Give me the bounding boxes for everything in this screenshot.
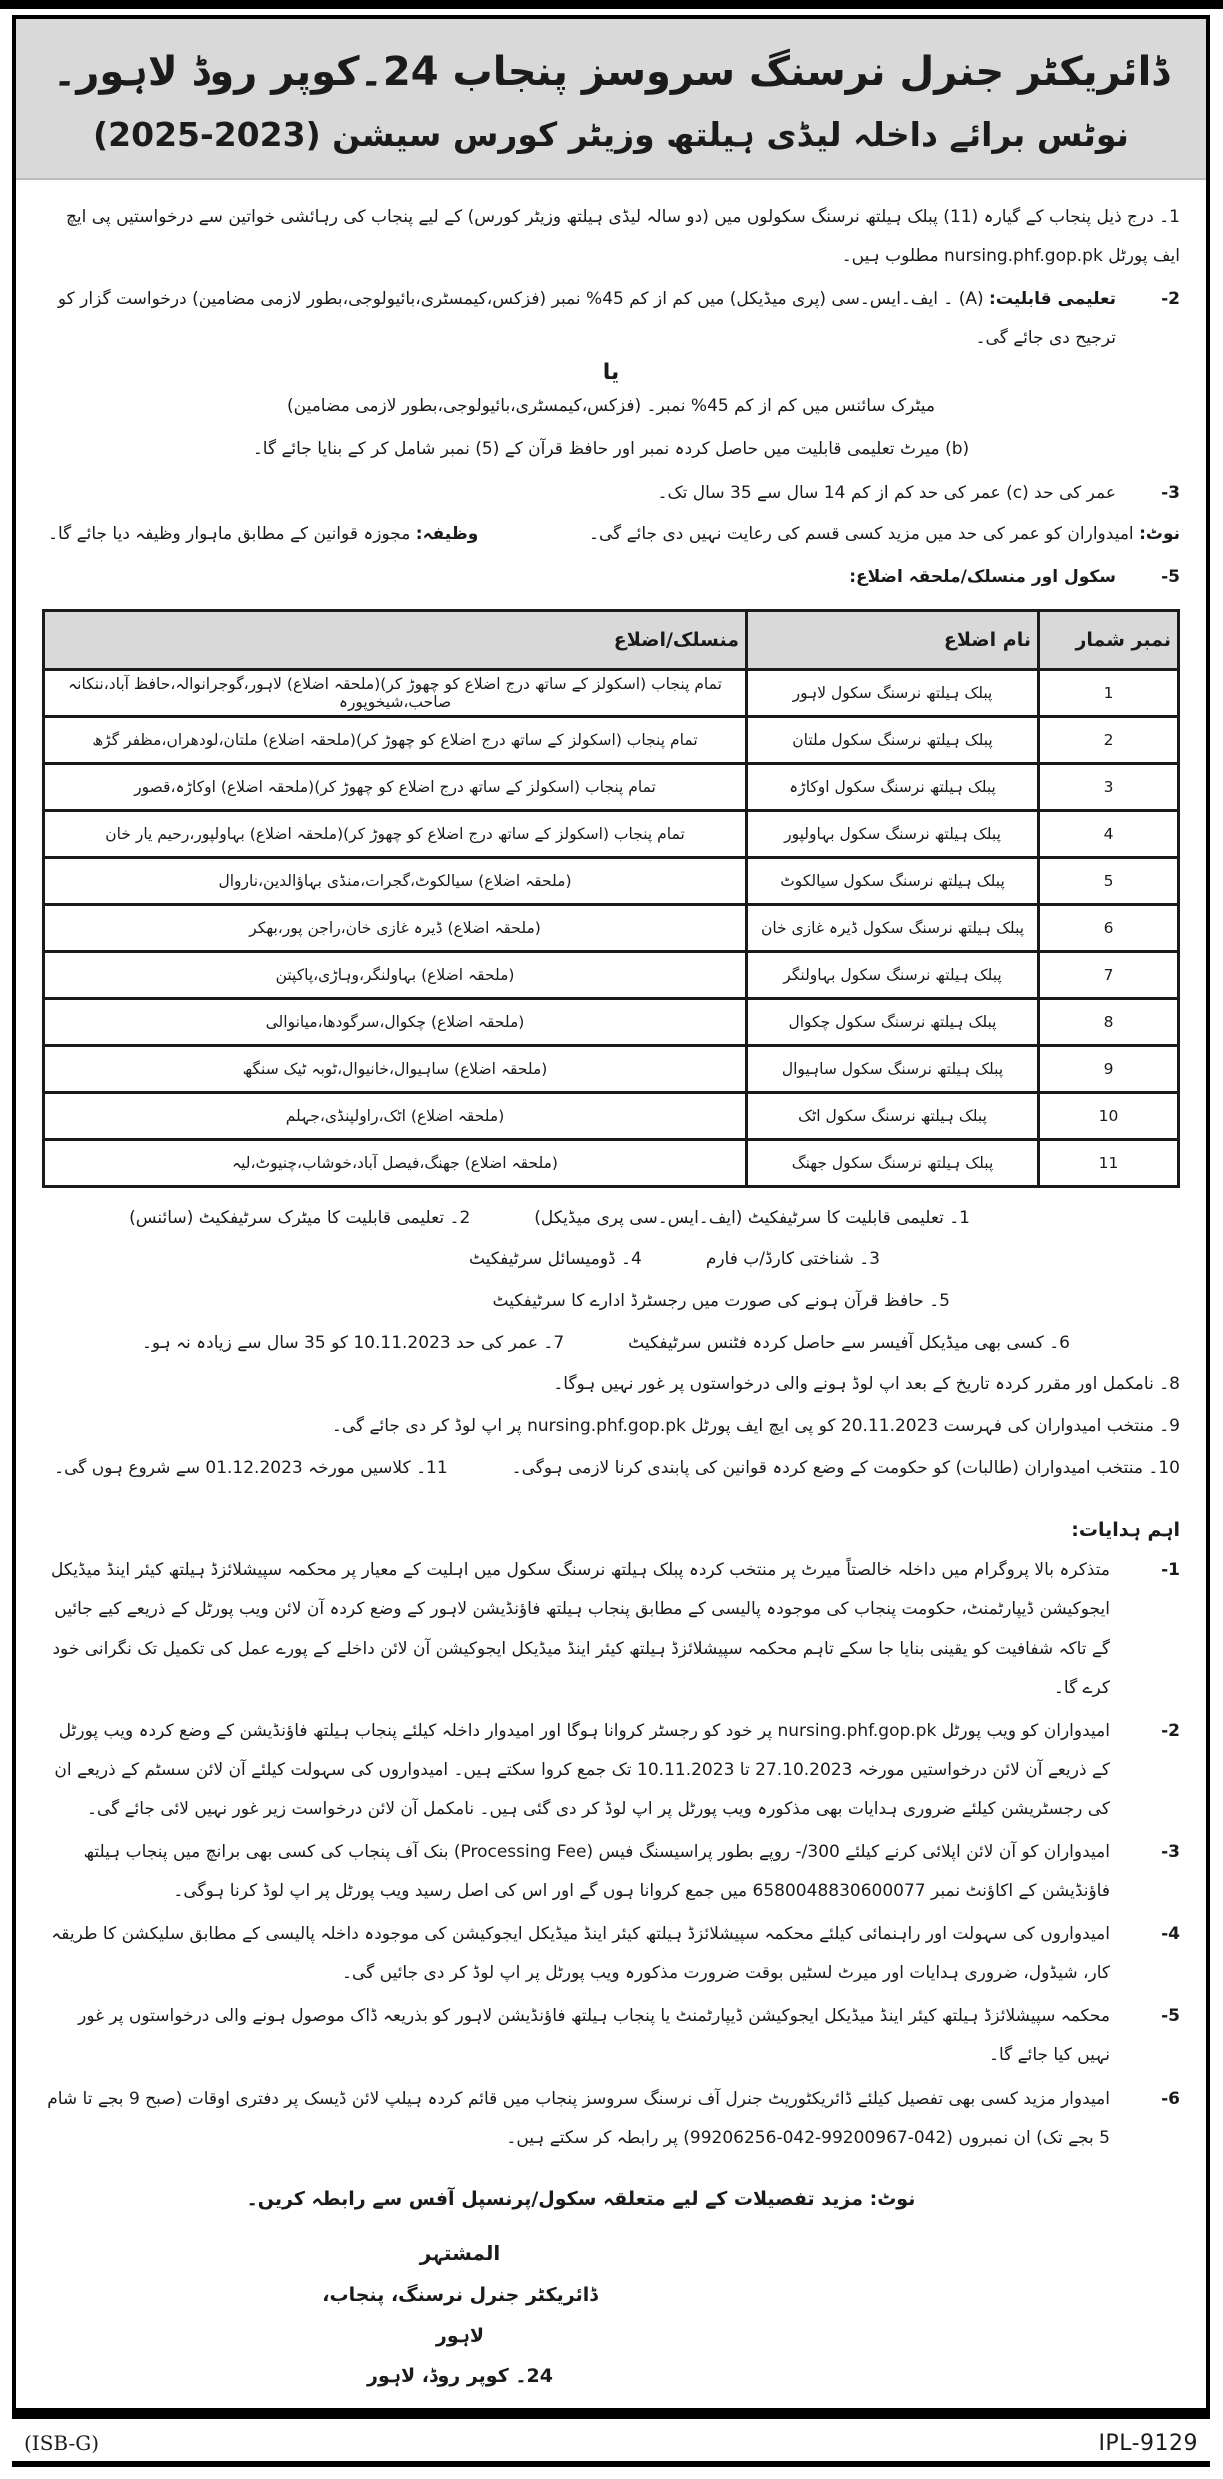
column-header-serial: نمبر شمار	[1039, 610, 1179, 669]
masthead	[16, 19, 1206, 180]
document-item: 3۔ شناختی کارڈ/ب فارم	[705, 1249, 880, 1270]
age-limit-text: عمر کی حد (c) عمر کی حد کم از کم 14 سال سے 35 سال تک۔	[657, 482, 1116, 503]
intro-paragraph: 1۔ درج ذیل پنجاب کے گیارہ (11) پبلک ہیلتھ نرسنگ سکولوں میں (دو سالہ لیڈی ہیلتھ وزیٹر کورس) کے لیے پنجاب کی رہائشی خواتین سے درخواستیں پی ایچ ایف پورٹل nursing.phf.gop.pk مطلوب ہیں۔	[65, 207, 1180, 267]
instruction-item	[42, 1997, 1180, 2075]
stipend-note	[48, 515, 478, 554]
document-list-line	[42, 1448, 1180, 1490]
contact-note: نوٹ: مزید تفصیلات کے لیے متعلقہ سکول/پرنسپل آفس سے رابطہ کریں۔	[246, 2187, 916, 2210]
cell-districts: تمام پنجاب (اسکولز کے ساتھ درج اضلاع کو چھوڑ کر)(ملحقہ اضلاع) ملتان،لودھراں،مظفر گڑھ	[44, 716, 747, 763]
cell-serial: 3	[1039, 763, 1179, 810]
instruction-item	[42, 1833, 1180, 1911]
table-row	[44, 904, 1179, 951]
document-item: 10۔ منتخب امیدواران (طالبات) کو حکومت کے وضع کردہ قوانین کی پابندی کرنا لازمی ہوگی۔	[511, 1457, 1180, 1478]
cell-districts: (ملحقہ اضلاع) سیالکوٹ،گجرات،منڈی بہاؤالدین،ناروال	[44, 857, 747, 904]
document-item: 1۔ تعلیمی قابلیت کا سرٹیفکیٹ (ایف۔ایس۔سی پری میڈیکل)	[534, 1207, 970, 1228]
schools-heading-text: سکول اور منسلک/ملحقہ اضلاع:	[849, 566, 1116, 587]
table-row	[44, 857, 1179, 904]
cell-serial: 9	[1039, 1045, 1179, 1092]
cell-districts: (ملحقہ اضلاع) جھنگ،فیصل آباد،خوشاب،چنیوٹ،لیہ	[44, 1139, 747, 1186]
instruction-item	[42, 2080, 1180, 2158]
table-row	[44, 669, 1179, 716]
cell-serial: 7	[1039, 951, 1179, 998]
cell-districts: تمام پنجاب (اسکولز کے ساتھ درج اضلاع کو چھوڑ کر)(ملحقہ اضلاع) اوکاڑہ،قصور	[44, 763, 747, 810]
document-item: 11۔ کلاسیں مورخہ 01.12.2023 سے شروع ہوں گی۔	[54, 1457, 448, 1478]
instruction-number: -2	[1161, 1720, 1180, 1741]
notice-body	[16, 180, 1206, 2397]
note-label: نوٹ:	[1139, 523, 1180, 544]
cell-serial: 11	[1039, 1139, 1179, 1186]
age-note	[589, 515, 1180, 554]
schools-districts-table	[42, 609, 1180, 1188]
notice-frame	[12, 15, 1210, 2412]
cell-districts: تمام پنجاب (اسکولز کے ساتھ درج اضلاع کو چھوڑ کر)(ملحقہ اضلاع) لاہور،گوجرانوالہ،حافظ آباد،ننکانہ صاحب،شیخوپورہ	[44, 669, 747, 716]
instruction-number: -1	[1161, 1560, 1180, 1581]
table-header-row	[44, 610, 1179, 669]
qualification-line-a: (A) ۔ ایف۔ایس۔سی (پری میڈیکل) میں کم از کم 45% نمبر (فزکس،کیمسٹری،بائیولوجی،بطور لازمی مضامین) درخواست گزار کو ترجیح دی جائے گی۔	[57, 289, 1116, 349]
instruction-number: -5	[1161, 2006, 1180, 2027]
document-list-line	[42, 1364, 1180, 1406]
imprint-strip	[12, 2425, 1210, 2467]
note-text: امیدواران کو عمر کی حد میں مزید کسی قسم کی رعایت نہیں دی جائے گی۔	[589, 523, 1134, 544]
cell-serial: 8	[1039, 998, 1179, 1045]
stipend-label: وظیفہ:	[415, 523, 479, 544]
cell-districts: (ملحقہ اضلاع) ساہیوال،خانیوال،ٹوبہ ٹیک سنگھ	[44, 1045, 747, 1092]
instruction-item	[42, 1551, 1180, 1707]
cell-school: پبلک ہیلتھ نرسنگ سکول لاہور	[747, 669, 1039, 716]
item-number: -3	[1161, 482, 1180, 503]
table-row	[44, 716, 1179, 763]
required-documents-list	[42, 1198, 1180, 1489]
document-item: 8۔ نامکمل اور مقرر کردہ تاریخ کے بعد اپ لوڈ ہونے والی درخواستوں پر غور نہیں ہوگا۔	[553, 1374, 1180, 1395]
document-list-line	[42, 1198, 1180, 1240]
imprint-left-code: (ISB-G)	[24, 2431, 100, 2455]
cell-districts: (ملحقہ اضلاع) چکوال،سرگودھا،میانوالی	[44, 998, 747, 1045]
table-row	[44, 1045, 1179, 1092]
qualification-item	[42, 280, 1180, 358]
item-number: -5	[1161, 566, 1180, 587]
cell-serial: 10	[1039, 1092, 1179, 1139]
cell-school: پبلک ہیلتھ نرسنگ سکول ملتان	[747, 716, 1039, 763]
document-item: 7۔ عمر کی حد 10.11.2023 کو 35 سال سے زیادہ نہ ہو۔	[141, 1332, 565, 1353]
cell-school: پبلک ہیلتھ نرسنگ سکول ڈیرہ غازی خان	[747, 904, 1039, 951]
cell-districts: (ملحقہ اضلاع) بہاولنگر،وہاڑی،پاکپتن	[44, 951, 747, 998]
instruction-number: -3	[1161, 1841, 1180, 1862]
signatory-name: ڈائریکٹر جنرل نرسنگ، پنجاب، لاہور	[322, 2283, 598, 2347]
cell-serial: 4	[1039, 810, 1179, 857]
matric-qualification-line: میٹرک سائنس میں کم از کم 45% نمبر۔ (فزکس،کیمسٹری،بائیولوجی،بطور لازمی مضامین)	[287, 396, 935, 417]
column-header-school: نام اضلاع	[747, 610, 1039, 669]
cell-school: پبلک ہیلتھ نرسنگ سکول اوکاڑہ	[747, 763, 1039, 810]
document-list-line	[42, 1281, 1180, 1323]
cell-school: پبلک ہیلتھ نرسنگ سکول بہاولپور	[747, 810, 1039, 857]
cell-serial: 6	[1039, 904, 1179, 951]
cell-districts: تمام پنجاب (اسکولز کے ساتھ درج اضلاع کو چھوڑ کر)(ملحقہ اضلاع) بہاولپور،رحیم یار خان	[44, 810, 747, 857]
top-rule-bar	[0, 0, 1223, 9]
cell-districts: (ملحقہ اضلاع) اٹک،راولپنڈی،جہلم	[44, 1092, 747, 1139]
column-header-districts: منسلک/اضلاع	[44, 610, 747, 669]
cell-school: پبلک ہیلتھ نرسنگ سکول سیالکوٹ	[747, 857, 1039, 904]
instruction-item	[42, 1712, 1180, 1829]
document-item: 2۔ تعلیمی قابلیت کا میٹرک سرٹیفکیٹ (سائنس)	[129, 1207, 471, 1228]
instruction-text: امیدوار مزید کسی بھی تفصیل کیلئے ڈائریکٹوریٹ جنرل آف نرسنگ سروسز پنجاب میں قائم کردہ ہیلپ لائن ڈیسک پر دفتری اوقات (صبح 9 بجے تا شام 5 بجے تک) ان نمبروں (042-99200967-042-99206256) پر رابطہ کر سکتے ہیں۔	[47, 2088, 1110, 2148]
imprint-right-code: IPL-9129	[1098, 2430, 1198, 2456]
signature-block	[300, 2232, 620, 2398]
merit-formula-line: (b) میرٹ تعلیمی قابلیت میں حاصل کردہ نمبر اور حافظ قرآن کے (5) نمبر شامل کر کے بنایا جائے گا۔	[252, 439, 970, 460]
cell-districts: (ملحقہ اضلاع) ڈیرہ غازی خان،راجن پور،بھکر	[44, 904, 747, 951]
instruction-text: امیدواروں کی سہولت اور راہنمائی کیلئے محکمہ سپیشلائزڈ ہیلتھ کیئر اینڈ میڈیکل ایجوکیشن کی موجودہ داخلہ پالیسی کے مطابق سلیکشن کا طریقہ کار، شیڈول، ضروری ہدایات اور میرٹ لسٹیں بوقت ضرورت مذکورہ ویب پورٹل پر اپ لوڈ کر دی جائیں گی۔	[51, 1924, 1110, 1984]
document-item: 6۔ کسی بھی میڈیکل آفیسر سے حاصل کردہ فٹنس سرٹیفکیٹ	[628, 1332, 1070, 1353]
document-item: 4۔ ڈومیسائل سرٹیفکیٹ	[468, 1249, 642, 1270]
document-list-line	[42, 1239, 1180, 1281]
cell-school: پبلک ہیلتھ نرسنگ سکول جھنگ	[747, 1139, 1039, 1186]
bottom-rule-bar	[12, 2412, 1210, 2419]
masthead-title-line2: نوٹس برائے داخلہ لیڈی ہیلتھ وزیٹر کورس سیشن (2023-2025)	[93, 115, 1129, 154]
document-item: 9۔ منتخب امیدواران کی فہرست 20.11.2023 کو پی ایچ ایف پورٹل nursing.phf.gop.pk پر اپ لوڈ کر دی جائے گی۔	[331, 1416, 1180, 1437]
schools-section-heading	[42, 558, 1180, 597]
signatory-address: 24۔ کوپر روڈ، لاہور	[367, 2365, 553, 2388]
cell-serial: 1	[1039, 669, 1179, 716]
cell-school: پبلک ہیلتھ نرسنگ سکول چکوال	[747, 998, 1039, 1045]
stipend-text: مجوزہ قوانین کے مطابق ماہوار وظیفہ دیا جائے گا۔	[48, 523, 411, 544]
instruction-number: -6	[1161, 2088, 1180, 2109]
cell-school: پبلک ہیلتھ نرسنگ سکول بہاولنگر	[747, 951, 1039, 998]
table-row	[44, 998, 1179, 1045]
instruction-text: امیدواران کو آن لائن اپلائی کرنے کیلئے 300/- روپے بطور پراسیسنگ فیس (Processing Fee) بنک آف پنجاب کی کسی بھی برانچ میں پنجاب ہیلتھ فاؤنڈیشن کے اکاؤنٹ نمبر 6580048830600077 میں جمع کروانا ہوں گے اور اس کی اصل رسید ویب پورٹل پر اپ لوڈ کرنا ہوگی۔	[83, 1841, 1110, 1902]
or-separator: یا	[602, 360, 620, 386]
document-item: 5۔ حافظ قرآن ہونے کی صورت میں رجسٹرڈ ادارے کا سرٹیفکیٹ	[492, 1291, 950, 1312]
cell-serial: 5	[1039, 857, 1179, 904]
table-row	[44, 951, 1179, 998]
important-instructions-heading: اہم ہدایات:	[1071, 1519, 1180, 1542]
table-row	[44, 763, 1179, 810]
document-list-line	[42, 1323, 1180, 1365]
instruction-item	[42, 1915, 1180, 1993]
age-limit-item	[42, 474, 1180, 513]
instruction-text: محکمہ سپیشلائزڈ ہیلتھ کیئر اینڈ میڈیکل ایجوکیشن ڈیپارٹمنٹ یا پنجاب ہیلتھ فاؤنڈیشن لاہور کو بذریعہ ڈاک موصول ہونے والی درخواستوں پر غور نہیں کیا جائے گا۔	[78, 2006, 1110, 2066]
instruction-number: -4	[1161, 1924, 1180, 1945]
cell-school: پبلک ہیلتھ نرسنگ سکول اٹک	[747, 1092, 1039, 1139]
qualification-label: تعلیمی قابلیت:	[989, 289, 1116, 310]
advertiser-label: المشتہر	[419, 2240, 501, 2265]
instruction-text: متذکرہ بالا پروگرام میں داخلہ خالصتاً میرٹ پر منتخب کردہ پبلک ہیلتھ نرسنگ سکول میں اہلیت کے معیار پر محکمہ سپیشلائزڈ ہیلتھ کیئر اینڈ میڈیکل ایجوکیشن ڈیپارٹمنٹ، حکومت پنجاب کی موجودہ پالیسی کے مطابق پنجاب ہیلتھ فاؤنڈیشن لاہور کے وضع کردہ آن لائن ویب پورٹل کے ذریعے کیے جائیں گے تاکہ شفافیت کو یقینی بنایا جا سکے تاہم محکمہ سپیشلائزڈ ہیلتھ کیئر اینڈ میڈیکل ایجوکیشن آن لائن داخلے کے پورے عمل کی تکمیل تک نگرانی خود کرے گا۔	[51, 1560, 1110, 1698]
qualification-text	[42, 280, 1116, 358]
cell-serial: 2	[1039, 716, 1179, 763]
note-stipend-line	[42, 515, 1180, 554]
document-list-line	[42, 1406, 1180, 1448]
masthead-title-line1: ڈائریکٹر جنرل نرسنگ سروسز پنجاب 24۔کوپر روڈ لاہور۔	[52, 49, 1170, 95]
item-number: -2	[1161, 289, 1180, 310]
table-row	[44, 810, 1179, 857]
table-row	[44, 1092, 1179, 1139]
instruction-text: امیدواران کو ویب پورٹل nursing.phf.gop.pk پر خود کو رجسٹر کروانا ہوگا اور امیدوار داخلہ کیلئے پنجاب ہیلتھ فاؤنڈیشن کے وضع کردہ ویب پورٹل کے ذریعے آن لائن درخواستیں مورخہ 27.10.2023 تا 10.11.2023 تک جمع کروا سکتے ہیں۔ امیدواروں کی سہولت کیلئے آن لائن سسٹم کے ذریعے ان کی رجسٹریشن کیلئے ضروری ہدایات بھی مذکورہ ویب پورٹل پر اپ لوڈ کر دی گئی ہیں۔ نامکمل آن لائن درخواست زیر غور نہیں لائی جائے گی۔	[54, 1720, 1110, 1819]
table-row	[44, 1139, 1179, 1186]
cell-school: پبلک ہیلتھ نرسنگ سکول ساہیوال	[747, 1045, 1039, 1092]
